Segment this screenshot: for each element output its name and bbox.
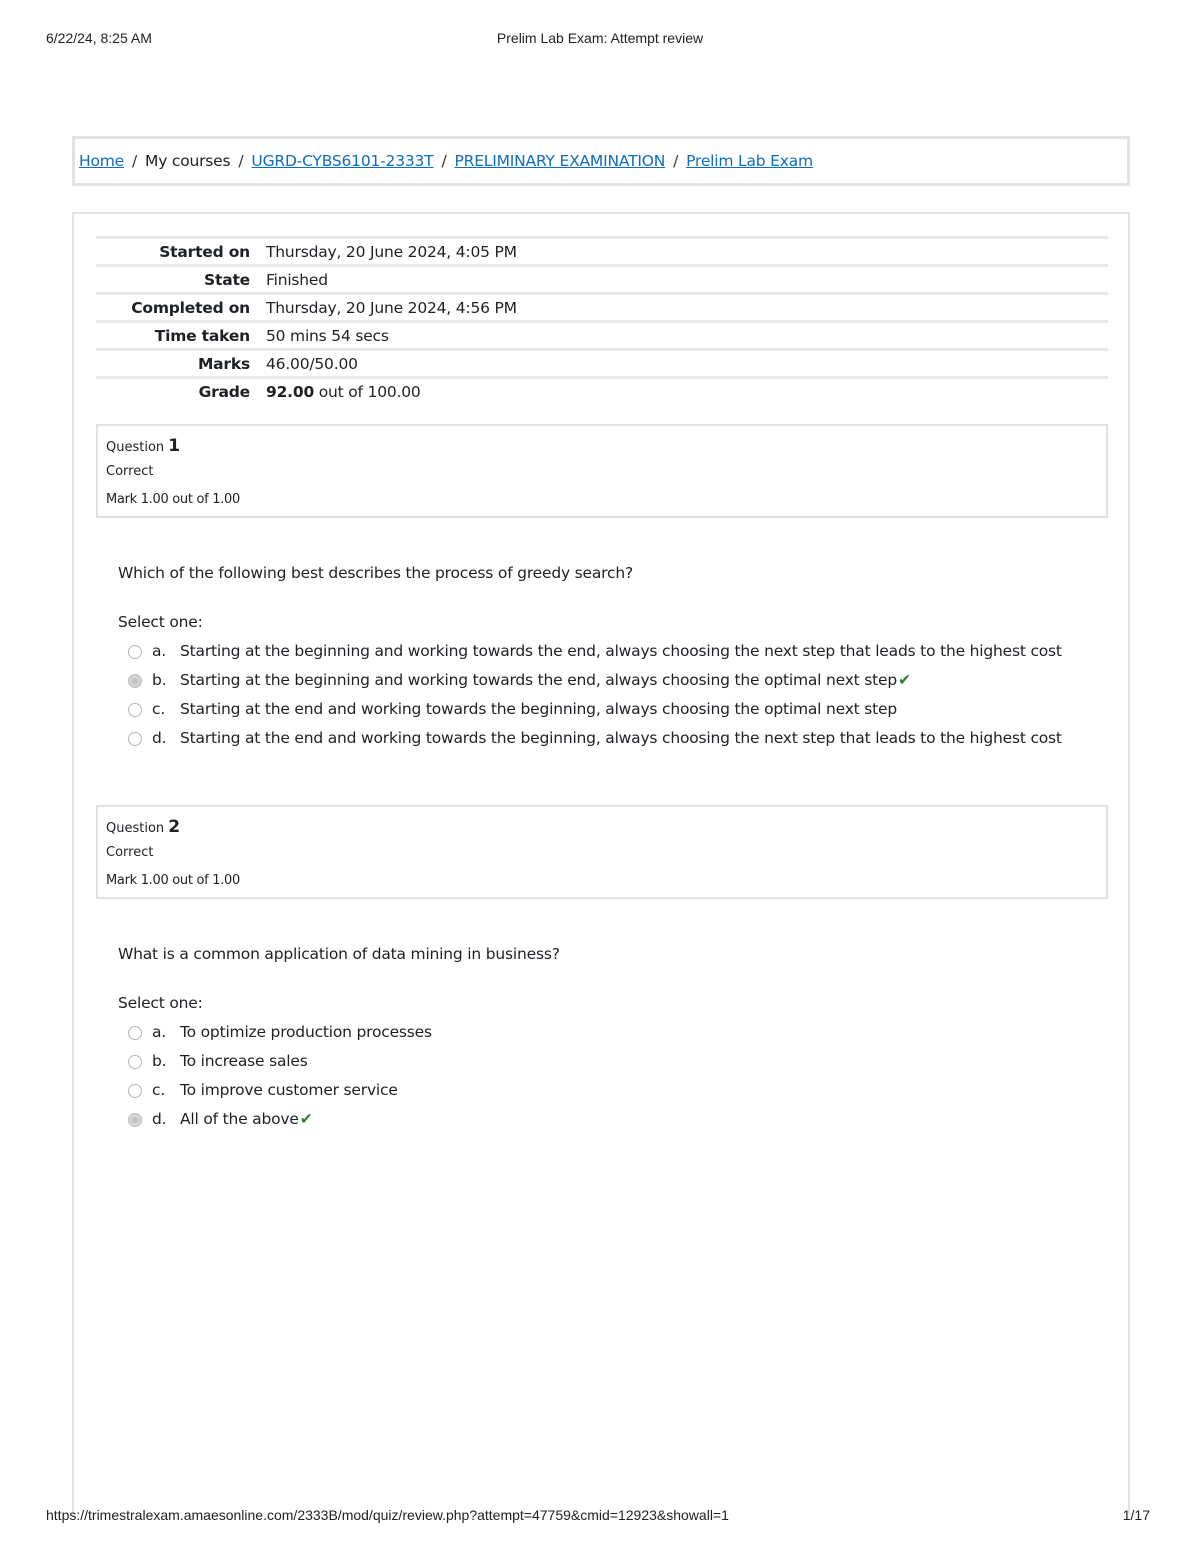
marks-label: Marks [197,354,250,373]
completed-label: Completed on [131,298,250,317]
answer-text: Starting at the end and working towards the beginning, always choosing the next step that leads to the highest cost [180,729,1062,747]
marks-value: 46.00/50.00 [266,354,358,373]
print-url: https://trimestralexam.amaesonline.com/2333B/mod/quiz/review.php?attempt=47759&cmid=12923&showall=1 [46,1507,729,1523]
answer-letter: d. [152,729,167,747]
summary-row-marks [96,350,1108,378]
question-2-info [96,805,1108,899]
question-mark: Mark 1.00 out of 1.00 [106,873,240,888]
breadcrumb-home-link[interactable]: Home [79,152,124,170]
correct-check-icon: ✔ [898,671,911,689]
radio-button[interactable] [128,645,142,659]
radio-button[interactable] [128,703,142,717]
time-taken-value: 50 mins 54 secs [266,326,389,345]
question-text: What is a common application of data mining in business? [118,945,560,963]
radio-button-selected[interactable] [128,674,142,688]
page-number: 1/17 [1122,1507,1150,1523]
question-text: Which of the following best describes the process of greedy search? [118,564,633,582]
breadcrumb-my-courses: My courses [145,152,231,170]
question-mark: Mark 1.00 out of 1.00 [106,492,240,507]
grade-score: 92.00 [266,383,315,402]
summary-row-grade [96,378,1108,406]
question-state: Correct [106,464,154,479]
completed-value: Thursday, 20 June 2024, 4:56 PM [266,298,517,317]
radio-button-selected[interactable] [128,1113,142,1127]
state-label: State [204,270,250,289]
breadcrumb-section-link[interactable]: PRELIMINARY EXAMINATION [454,152,666,170]
breadcrumb-separator: / [238,152,244,170]
question-number [106,817,180,837]
answer-letter: c. [152,700,166,718]
question-number-value: 2 [168,817,181,837]
grade-label: Grade [198,383,250,402]
answer-letter: b. [152,1052,167,1070]
answer-letter: a. [152,1023,167,1041]
grade-suffix: out of 100.00 [314,383,421,402]
state-value: Finished [266,270,328,289]
answer-text-wrap [180,671,911,689]
radio-button[interactable] [128,1084,142,1098]
correct-check-icon: ✔ [299,1110,313,1128]
radio-button[interactable] [128,732,142,746]
breadcrumb [79,152,813,170]
answer-letter: c. [152,1081,166,1099]
answer-text: Starting at the beginning and working towards the end, always choosing the optimal next step [180,671,898,689]
breadcrumb-course-link[interactable]: UGRD-CYBS6101-2333T [251,152,434,170]
grade-value [266,378,1108,406]
attempt-summary-table [96,236,1108,406]
summary-row-state [96,266,1108,294]
answer-text: To optimize production processes [180,1023,432,1041]
answer-text: Starting at the end and working towards the beginning, always choosing the optimal next step [180,700,898,718]
print-datetime: 6/22/24, 8:25 AM [46,30,152,46]
summary-row-time [96,322,1108,350]
print-header [46,30,1154,48]
time-taken-label: Time taken [154,326,250,345]
breadcrumb-quiz-link[interactable]: Prelim Lab Exam [686,152,813,170]
question-label: Question [106,821,165,836]
answer-text: To improve customer service [180,1081,398,1099]
attempt-review-panel [72,212,1130,1514]
question-label: Question [106,440,165,455]
answer-text: To increase sales [180,1052,308,1070]
answer-text: All of the above [180,1110,299,1128]
started-value: Thursday, 20 June 2024, 4:05 PM [266,242,517,261]
answer-letter: b. [152,671,167,689]
answer-letter: a. [152,642,167,660]
question-state: Correct [106,845,154,860]
radio-button[interactable] [128,1055,142,1069]
started-label: Started on [159,242,250,261]
breadcrumb-separator: / [131,152,138,170]
question-number-value: 1 [168,436,181,456]
summary-row-completed [96,294,1108,322]
radio-button[interactable] [128,1026,142,1040]
answer-letter: d. [152,1110,167,1128]
print-footer [46,1507,1154,1525]
breadcrumb-separator: / [673,152,679,170]
select-one-prompt: Select one: [118,613,203,631]
breadcrumb-bar [72,136,1130,186]
print-title: Prelim Lab Exam: Attempt review [496,30,704,46]
question-1-info [96,424,1108,518]
answer-text-wrap [180,1110,313,1128]
summary-row-started [96,238,1108,266]
breadcrumb-separator: / [441,152,447,170]
question-number [106,436,180,456]
answer-text: Starting at the beginning and working towards the end, always choosing the next step that leads to the highest cost [180,642,1062,660]
select-one-prompt: Select one: [118,994,203,1012]
